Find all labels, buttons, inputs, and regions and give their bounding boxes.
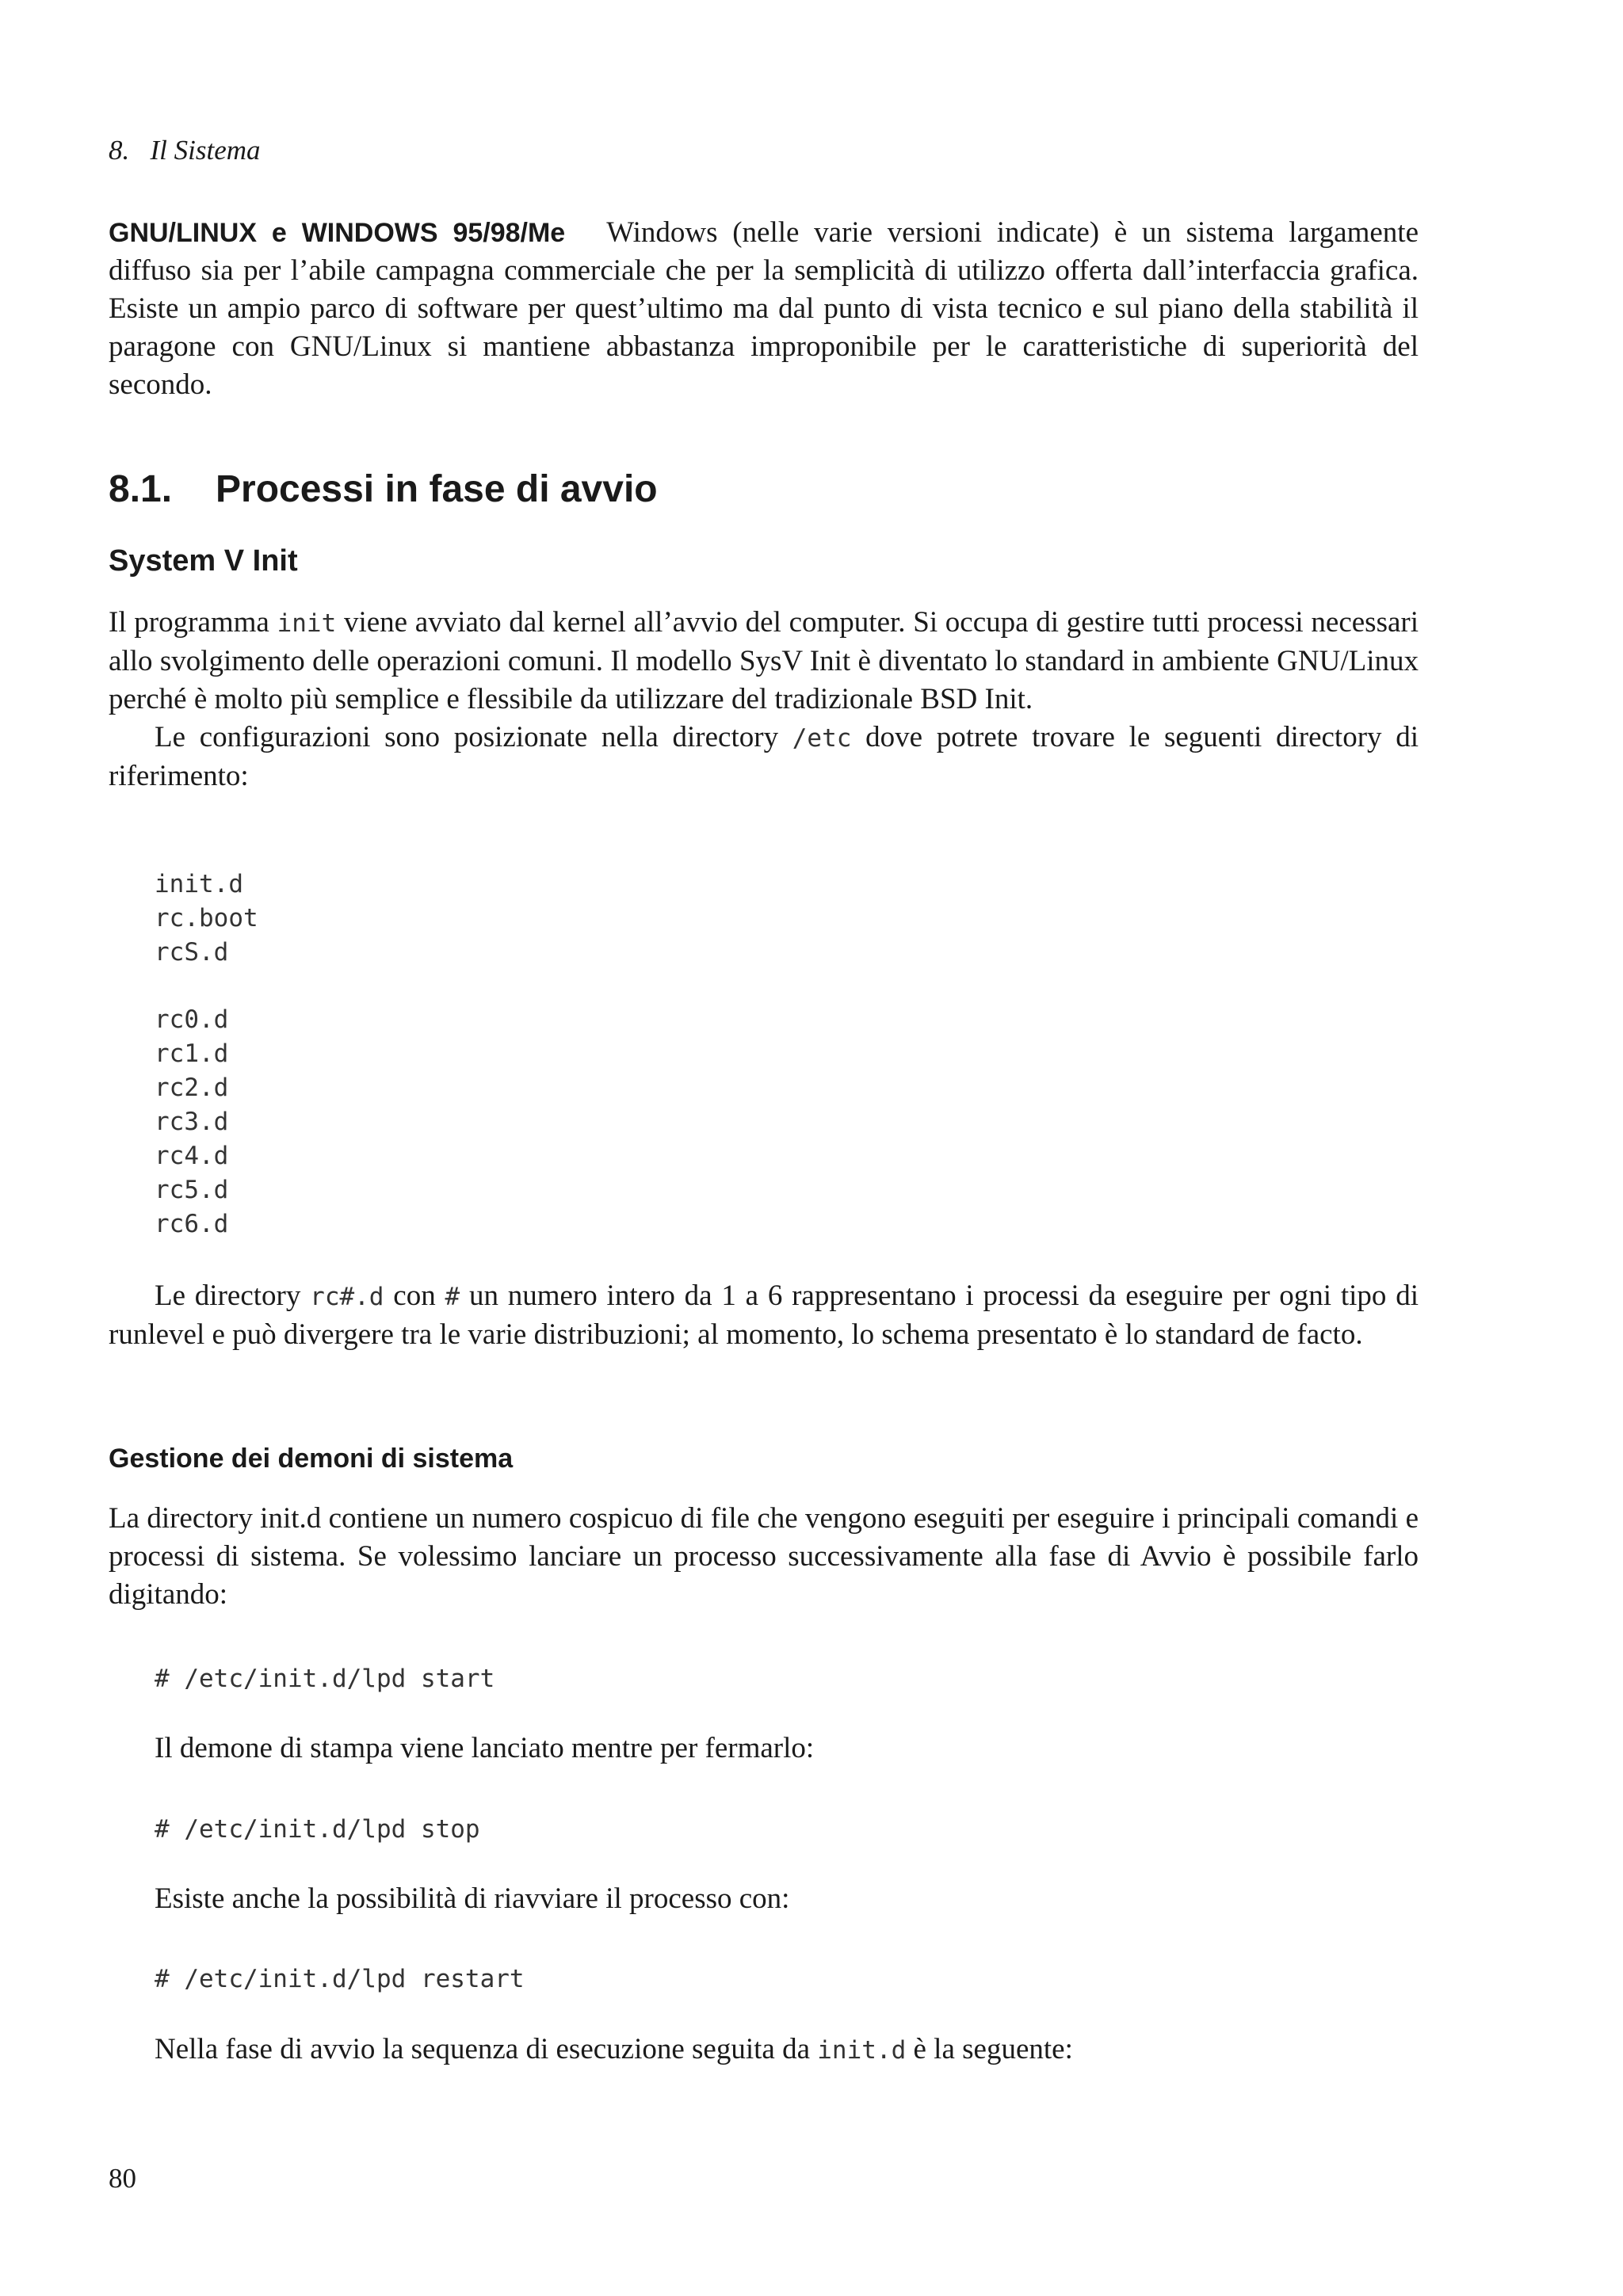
inline-code-hash: # (445, 1283, 460, 1311)
directory-item: rc5.d (155, 1176, 229, 1204)
sequence-intro (155, 2031, 1073, 2069)
sysv-paragraph-1 (109, 604, 1419, 719)
text-run: con (384, 1280, 445, 1312)
intro-paragraph-block (109, 214, 1419, 404)
chapter-number: 8. (109, 135, 130, 166)
section-title: Processi in fase di avvio (216, 468, 658, 510)
inline-code-etc: /etc (792, 724, 852, 753)
inline-code-init: init (277, 609, 337, 638)
directory-list-1 (155, 868, 258, 970)
text-run: un numero intero da 1 a 6 rappresentano i processi da eseguire per ogni tipo di runlevel e può divergere tra le varie distribuzioni; al momento, lo schema presentato è lo standard de facto. (109, 1280, 1419, 1351)
run-in-heading: GNU/LINUX e WINDOWS 95/98/Me (109, 218, 566, 248)
directory-item: rc6.d (155, 1210, 229, 1238)
inline-code-initd: init.d (817, 2036, 907, 2065)
directory-item: rc0.d (155, 1005, 229, 1034)
sysv-paragraph-2 (109, 719, 1419, 795)
restart-note: Esiste anche la possibilità di riavviare il processo con: (155, 1882, 790, 1915)
directory-item: rc1.d (155, 1039, 229, 1068)
text-run: è la seguente: (906, 2033, 1073, 2065)
directory-item: rc3.d (155, 1108, 229, 1136)
directory-item: init.d (155, 870, 243, 898)
intro-paragraph (109, 214, 1419, 404)
text-run: dove potrete trovare le seguenti directory di riferimento: (109, 721, 1419, 792)
directory-item: rc4.d (155, 1142, 229, 1170)
directory-item: rc2.d (155, 1074, 229, 1102)
command-stop: # /etc/init.d/lpd stop (155, 1815, 480, 1844)
subsection-heading: System V Init (109, 544, 298, 578)
subsubsection-heading: Gestione dei demoni di sistema (109, 1444, 514, 1474)
sysv-paragraphs (109, 604, 1419, 795)
intro-text: Windows (nelle varie versioni indicate) è un sistema largamente diffuso sia per l’abile campagna commerciale che per la semplicità di utilizzo offerta dall’interfaccia grafica. Esiste un ampio parco di software per quest’ultimo ma dal punto di vista tecnico e sul piano della stabilità il paragone con GNU/Linux si mantiene abbastanza improponibile per le caratteristiche di superiorità del secondo. (109, 216, 1419, 401)
runlevel-paragraph (109, 1277, 1419, 1354)
page-number: 80 (109, 2163, 136, 2194)
directory-list-2 (155, 1003, 228, 1241)
text-run: Il programma (109, 606, 277, 639)
runlevel-paragraph-block (109, 1277, 1419, 1354)
section-number: 8.1. (109, 468, 173, 510)
text-run: Le directory (155, 1280, 311, 1312)
directory-item: rcS.d (155, 938, 229, 967)
command-restart: # /etc/init.d/lpd restart (155, 1965, 525, 1993)
running-head (109, 135, 261, 166)
text-run: Le configurazioni sono posizionate nella directory (155, 721, 792, 753)
start-note: Il demone di stampa viene lanciato mentre per fermarlo: (155, 1732, 815, 1764)
initd-paragraph: La directory init.d contiene un numero cospicuo di file che vengono eseguiti per eseguire i principali comandi e processi di sistema. Se volessimo lanciare un processo successivamente alla fase di Avvio è possibile farlo digitando: (109, 1502, 1419, 1611)
section-heading (109, 467, 658, 511)
text-run: viene avviato dal kernel all’avvio del computer. Si occupa di gestire tutti processi necessari allo svolgimento delle operazioni comuni. Il modello SysV Init è diventato lo standard in ambiente GNU/Linux perché è molto più semplice e flessibile da utilizzare del tradizionale BSD Init. (109, 606, 1419, 715)
chapter-title: Il Sistema (150, 135, 261, 166)
initd-paragraph-block (109, 1500, 1419, 1614)
text-run: Nella fase di avvio la sequenza di esecuzione seguita da (155, 2033, 818, 2065)
inline-code-rcd: rc#.d (310, 1283, 384, 1311)
directory-item: rc.boot (155, 904, 258, 933)
command-start: # /etc/init.d/lpd start (155, 1665, 495, 1693)
